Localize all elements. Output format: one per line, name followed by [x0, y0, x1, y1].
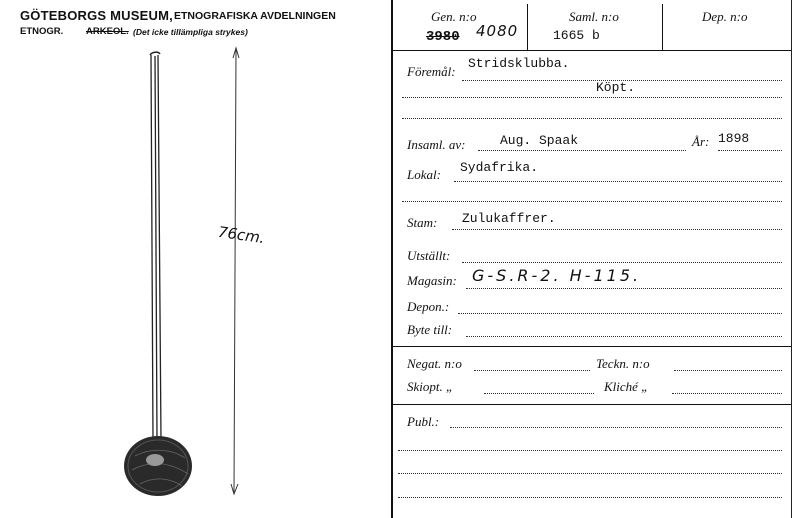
foremal-value: Stridsklubba. — [468, 56, 570, 71]
publ-label: Publ.: — [407, 414, 440, 429]
insaml-value: Aug. Spaak — [500, 133, 579, 148]
skiopt-line — [484, 393, 594, 394]
foremal-line-3 — [402, 118, 782, 119]
department-name: ETNOGRAFISKA AVDELNINGEN — [174, 10, 336, 22]
header-bottom-line — [393, 50, 791, 51]
measurement-line — [234, 50, 236, 492]
utstallt-line — [462, 262, 782, 263]
publ-line — [450, 427, 782, 428]
ar-value: 1898 — [718, 131, 750, 146]
kliche-line — [672, 393, 782, 394]
header-divider-1 — [527, 4, 528, 50]
lokal-label: Lokal: — [407, 167, 441, 182]
lokal-line-2 — [402, 201, 782, 202]
stam-label: Stam: — [407, 215, 438, 230]
byte-label: Byte till: — [407, 322, 453, 337]
depon-line — [458, 313, 782, 314]
gen-new-number: 4080 — [476, 22, 519, 40]
section-divider-1 — [393, 346, 791, 347]
card-left-border — [391, 0, 393, 518]
foremal-line-2 — [402, 97, 782, 98]
foremal-label: Föremål: — [407, 64, 456, 79]
publ-line-4 — [398, 497, 782, 498]
gen-old-number: 3980 — [426, 29, 460, 45]
arkeol-label: ARKEOL. — [86, 26, 129, 37]
publ-line-2 — [398, 450, 782, 451]
museum-name: GÖTEBORGS MUSEUM, — [20, 8, 173, 23]
stam-value: Zulukaffrer. — [462, 211, 556, 226]
dep-label: Dep. n:o — [702, 9, 748, 24]
utstallt-label: Utställt: — [407, 248, 451, 263]
insaml-line — [478, 150, 686, 151]
card-right-border — [791, 0, 792, 518]
ar-label: År: — [692, 134, 710, 149]
magasin-value: G-S.R-2. H-115. — [472, 266, 642, 285]
measurement-label: 76cm. — [216, 222, 266, 248]
skiopt-label: Skiopt. „ — [407, 379, 454, 394]
depon-label: Depon.: — [407, 299, 450, 314]
negat-line — [474, 370, 590, 371]
kopt-value: Köpt. — [596, 80, 636, 95]
teckn-label: Teckn. n:o — [596, 356, 650, 371]
byte-line — [466, 336, 782, 337]
magasin-label: Magasin: — [407, 273, 457, 288]
ar-line — [718, 150, 782, 151]
insaml-label: Insaml. av: — [407, 137, 466, 152]
stam-line — [452, 229, 782, 230]
etnogr-label: ETNOGR. — [20, 26, 64, 37]
magasin-line — [466, 288, 782, 289]
strike-note: (Det icke tillämpliga strykes) — [133, 27, 248, 37]
saml-value: 1665 b — [553, 28, 600, 43]
header-divider-2 — [662, 4, 663, 50]
saml-label: Saml. n:o — [569, 9, 619, 24]
lokal-line — [454, 181, 782, 182]
negat-label: Negat. n:o — [407, 356, 462, 371]
gen-label: Gen. n:o — [431, 9, 477, 24]
publ-line-3 — [398, 473, 782, 474]
teckn-line — [674, 370, 782, 371]
club-drawing — [0, 0, 390, 518]
lokal-value: Sydafrika. — [460, 160, 539, 175]
kliche-label: Kliché „ — [604, 379, 649, 394]
section-divider-2 — [393, 404, 791, 405]
